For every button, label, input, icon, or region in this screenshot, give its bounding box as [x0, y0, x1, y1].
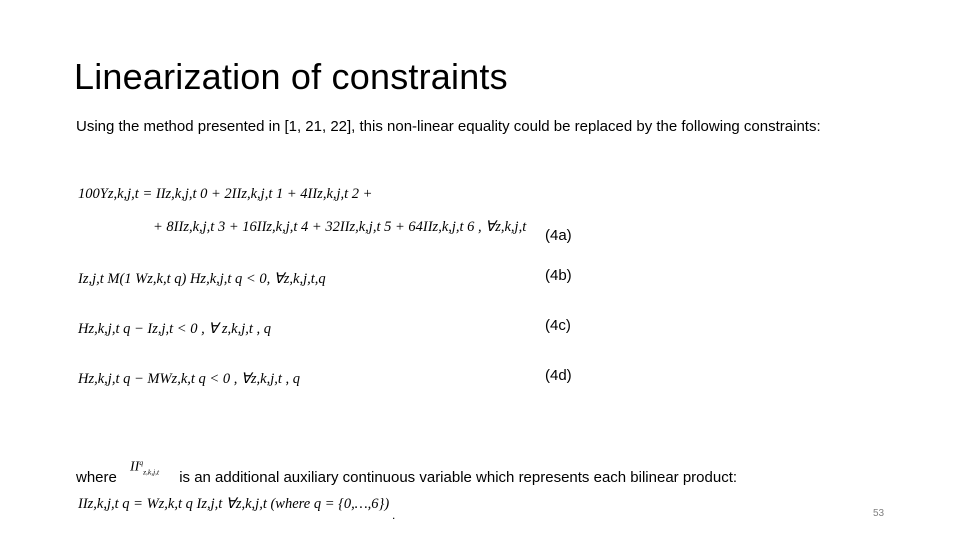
slide-title: Linearization of constraints [74, 56, 508, 97]
bilinear-product-equation: IIz,k,j,t q = Wz,k,t q Iz,j,t ∀z,k,j,t (where q = {0,…,6}) [78, 496, 390, 512]
auxiliary-variable: $II^q_{z,k,j,t}$ [130, 458, 160, 477]
where-line [76, 458, 836, 486]
equation-label-4d: (4d) [545, 367, 572, 384]
page-number: 53 [873, 508, 885, 519]
equation-4a-line2: + 8IIz,k,j,t 3 + 16IIz,k,j,t 4 + 32IIz,k,j,t 5 + 64IIz,k,j,t 6 , ∀z,k,j,t [153, 219, 527, 235]
equation-4a-line1: 100Yz,k,j,t = IIz,k,j,t 0 + 2IIz,k,j,t 1 + 4IIz,k,j,t 2 + [78, 186, 373, 202]
where-suffix: is an additional auxiliary continuous variable which represents each bilinear product: [179, 469, 738, 486]
equation-4d: Hz,k,j,t q − MWz,k,t q < 0 , ∀z,k,j,t , q [78, 371, 300, 387]
where-prefix: where [76, 469, 117, 486]
equation-4b: Iz,j,t M(1 Wz,k,t q) Hz,k,j,t q < 0, ∀z,k,j,t,q [78, 271, 326, 287]
equation-label-4b: (4b) [545, 267, 572, 284]
intro-text: Using the method presented in [1, 21, 22], this non-linear equality could be replaced by the following constraints: [76, 118, 821, 135]
equation-label-4a: (4a) [545, 227, 572, 244]
equation-4c: Hz,k,j,t q − Iz,j,t < 0 , ∀ z,k,j,t , q [78, 321, 272, 337]
equation-label-4c: (4c) [545, 317, 571, 334]
stray-dot: . [392, 508, 396, 522]
